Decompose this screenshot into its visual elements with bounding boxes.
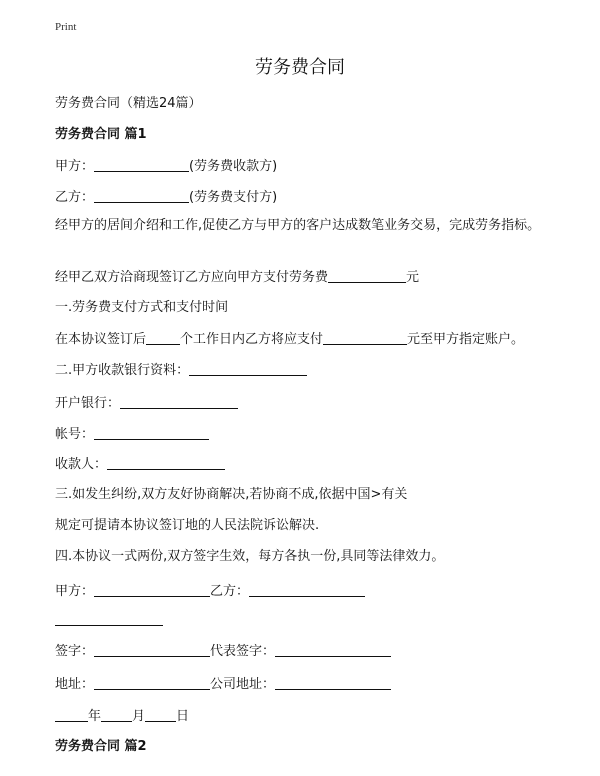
signature-party-b-blank (249, 582, 365, 597)
party-a-label: 甲方： (55, 159, 95, 174)
bank-info-blank (189, 361, 307, 376)
document-subtitle: 劳务费合同（精选24篇） (55, 96, 202, 111)
signature-party-line (55, 582, 365, 601)
party-a-blank (94, 157, 189, 172)
clause-1-text (55, 330, 524, 349)
section-heading-2: 劳务费合同 篇2 (55, 739, 147, 754)
clause-4: 四.本协议一式两份,双方签字生效，每方各执一份,具同等法律效力。 (55, 549, 445, 564)
signature-party-a-blank (94, 582, 210, 597)
payee-label: 收款人： (55, 457, 108, 472)
sign-label: 签字： (55, 644, 95, 659)
signature-party-b-label: 乙方： (210, 584, 250, 599)
section-heading-1: 劳务费合同 篇1 (55, 127, 147, 142)
workday-blank (146, 330, 180, 345)
extra-blank-line (55, 625, 163, 626)
date-line (55, 707, 189, 726)
account-line (55, 425, 209, 444)
bank-label: 开户银行： (55, 396, 121, 411)
agreement-unit: 元 (406, 270, 420, 285)
bank-line (55, 394, 238, 413)
address-blank (94, 675, 210, 690)
company-address-label: 公司地址： (210, 677, 276, 692)
address-label: 地址： (55, 677, 95, 692)
intro-paragraph: 经甲方的居间介绍和工作,促使乙方与甲方的客户达成数笔业务交易，完成劳务指标。 (55, 218, 541, 233)
print-link[interactable]: Print (55, 21, 77, 33)
agreement-line (55, 268, 419, 287)
party-a-note: (劳务费收款方) (189, 159, 278, 174)
clause-2-heading-line (55, 361, 307, 380)
payment-amount-blank (323, 330, 407, 345)
clause-1-part3: 元至甲方指定账户。 (407, 332, 525, 347)
clause-1-part1: 在本协议签订后 (55, 332, 147, 347)
clause-1-part2: 个工作日内乙方将应支付 (180, 332, 324, 347)
year-label: 年 (88, 709, 102, 724)
rep-sign-blank (275, 642, 391, 657)
party-b-note: (劳务费支付方) (189, 190, 278, 205)
clause-1-heading: 一.劳务费支付方式和支付时间 (55, 300, 229, 315)
agreement-text: 经甲乙双方洽商现签订乙方应向甲方支付劳务费 (55, 270, 329, 285)
bank-blank (120, 394, 238, 409)
sign-line (55, 642, 391, 661)
clause-3-line-1: 三.如发生纠纷,双方友好协商解决,若协商不成,依据中国>有关 (55, 487, 408, 502)
clause-3-line-2: 规定可提请本协议签订地的人民法院诉讼解决. (55, 518, 320, 533)
day-blank (145, 707, 176, 722)
day-label: 日 (176, 709, 190, 724)
account-blank (94, 425, 209, 440)
party-b-blank (94, 188, 189, 203)
sign-blank (94, 642, 210, 657)
month-blank (101, 707, 132, 722)
clause-2-heading: 二.甲方收款银行资料： (55, 363, 190, 378)
account-label: 帐号： (55, 427, 95, 442)
signature-party-a-label: 甲方： (55, 584, 95, 599)
party-a-line (55, 157, 277, 176)
fee-amount-blank (328, 268, 406, 283)
month-label: 月 (132, 709, 146, 724)
payee-blank (107, 455, 225, 470)
document-title: 劳务费合同 (255, 57, 345, 78)
party-b-line (55, 188, 277, 207)
rep-sign-label: 代表签字： (210, 644, 276, 659)
address-line (55, 675, 391, 694)
year-blank (55, 707, 88, 722)
party-b-label: 乙方： (55, 190, 95, 205)
company-address-blank (275, 675, 391, 690)
payee-line (55, 455, 225, 474)
